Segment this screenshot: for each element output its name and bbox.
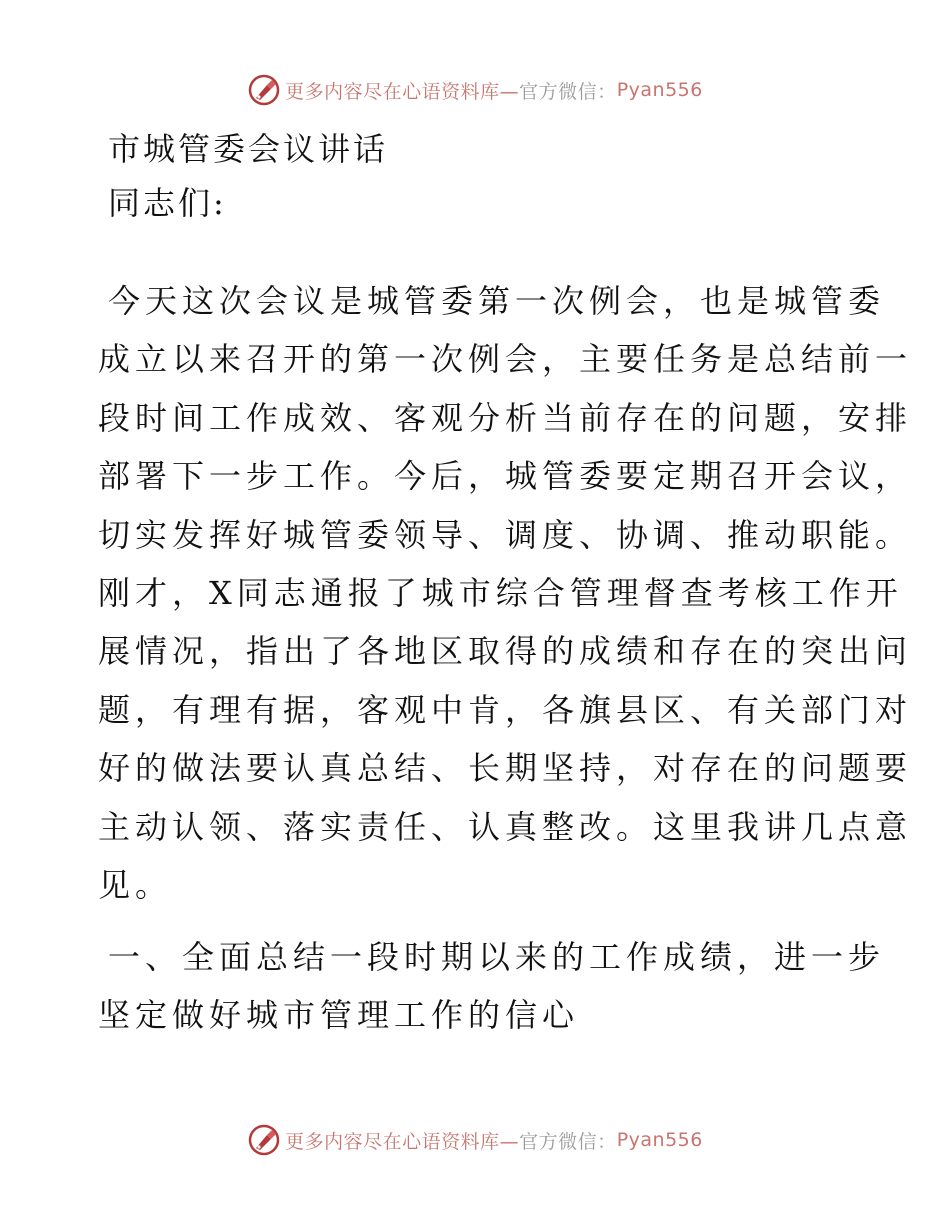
body-paragraph (98, 272, 912, 914)
paragraph-line: 切实发挥好城管委领导、调度、协调、推动职能。 (98, 515, 913, 554)
section-heading (98, 928, 885, 1045)
paragraph-line: 成立以来召开的第一次例会，主要任务是总结前一 (98, 340, 913, 379)
paragraph-line: 见。 (98, 865, 173, 904)
paragraph-line: 今天这次会议是城管委第一次例会，也是城管委 (108, 282, 886, 320)
watermark-text: 更多内容尽在心语资料库— (285, 1130, 520, 1153)
heading-line: 坚定做好城市管理工作的信心 (98, 996, 580, 1035)
watermark-header (0, 70, 950, 110)
watermark-wechat-label: 官方微信： (519, 1130, 617, 1153)
paragraph-line: 段时间工作成效、客观分析当前存在的问题，安排 (98, 398, 913, 437)
watermark-wechat-id: Pyan556 (616, 79, 703, 101)
watermark-wechat-id: Pyan556 (616, 1129, 703, 1151)
pen-nib-logo-icon (247, 73, 281, 107)
watermark-wechat-label: 官方微信： (519, 80, 617, 103)
document-title: 市城管委会议讲话 (108, 130, 389, 168)
paragraph-line: 展情况，指出了各地区取得的成绩和存在的突出问 (98, 632, 913, 671)
paragraph-line: 刚才，X同志通报了城市综合管理督查考核工作开 (98, 573, 903, 612)
watermark-footer (0, 1120, 950, 1160)
paragraph-line: 部署下一步工作。今后，城管委要定期召开会议， (98, 457, 913, 496)
pen-nib-logo-icon (247, 1123, 281, 1157)
paragraph-line: 主动认领、落实责任、认真整改。这里我讲几点意 (98, 807, 913, 846)
heading-line: 一、全面总结一段时期以来的工作成绩，进一步 (108, 938, 886, 976)
salutation: 同志们: (108, 184, 227, 222)
paragraph-line: 题，有理有据，客观中肯，各旗县区、有关部门对 (98, 690, 913, 729)
paragraph-line: 好的做法要认真总结、长期坚持，对存在的问题要 (98, 749, 913, 788)
watermark-text: 更多内容尽在心语资料库— (285, 80, 520, 103)
